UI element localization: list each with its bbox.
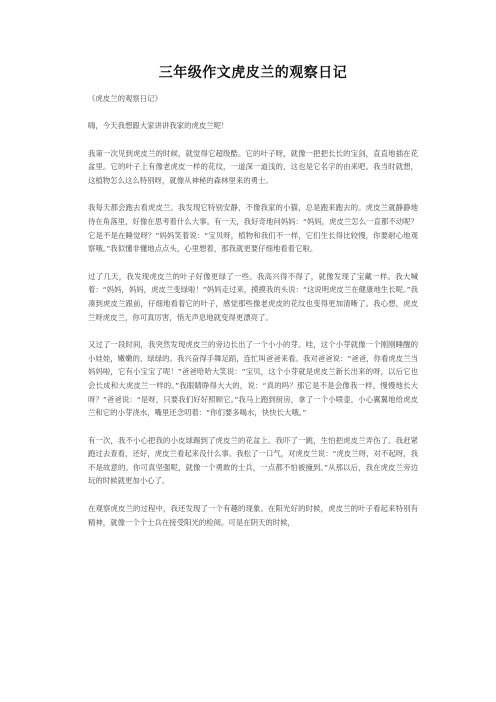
paragraph-5: 又过了一段时间，我突然发现虎皮兰的旁边长出了一个小小的芽。哇，这个小芽就像一个刚刚睡醒的小娃娃，嫩嫩的、绿绿的。我兴奋得手舞足蹈，连忙叫爸爸来看。我对爸爸说：“爸爸，你看虎皮兰当妈妈啦，它有小宝宝了呢！”爸爸哈哈大笑说：“宝贝，这个小芽就是虎皮兰新长出来的呀，以后它也会长成和大虎皮兰一样的。”我眼睛睁得大大的，说：“真的吗？那它是不是会像我一样，慢慢地长大呀？”爸爸说：“是呀，只要我们好好照顾它。”我马上跑到厨房，拿了一个小喷壶，小心翼翼地给虎皮兰和它的小芽浇水，嘴里还念叨着：“你们要多喝水，快快长大哦。” [88,340,418,418]
document-subtitle: 《虎皮兰的观察日记》 [88,94,162,103]
document-page [88,62,418,543]
paragraph-7: 在观察虎皮兰的过程中，我还发现了一个有趣的现象。在阳光好的时候，虎皮兰的叶子看起来特别有精神，就像一个个士兵在接受阳光的检阅。可是在阴天的时候， [88,504,418,527]
paragraph-3: 我每天都会跑去看虎皮兰。我发现它特别安静，不像我家的小猫，总是跑来跑去的。虎皮兰就静静地待在角落里，好像在思考着什么大事。有一天，我好奇地问妈妈：“妈妈，虎皮兰怎么一直都不动呢？它是不是在睡觉呀？”妈妈笑着说：“宝贝呀，植物和我们不一样，它们生长得比较慢，你要耐心地观察哦。”我似懂非懂地点点头，心里想着，那我就更要仔细地看着它啦。 [88,203,418,254]
paragraph-2: 我第一次见到虎皮兰的时候，就觉得它超级酷。它的叶子呀，就像一把把长长的宝剑，直直地插在花盆里。它的叶子上有像老虎皮一样的花纹，一道深一道浅的，这也是它名字的由来吧。我当时就想，这植物怎么这么特别呀，就像从神秘的森林里来的勇士。 [88,148,418,185]
paragraph-6: 有一次，我不小心把我的小皮球踢到了虎皮兰的花盆上。我吓了一跳，生怕把虎皮兰弄伤了。我赶紧跑过去查看，还好，虎皮兰看起来没什么事。我松了一口气，对虎皮兰说：“虎皮兰呀，对不起呀，我不是故意的。你可真坚强呢，就像一个勇敢的士兵，一点都不怕被撞到。”从那以后，我在虎皮兰旁边玩的时候就更加小心了。 [88,435,418,486]
paragraph-1: 嗨，今天我想跟大家讲讲我家的虎皮兰呢！ [88,121,229,130]
document-title: 三年级作文虎皮兰的观察日记 [158,65,348,81]
paragraph-4: 过了几天，我发现虎皮兰的叶子好像更绿了一些。我高兴得不得了，就像发现了宝藏一样。我大喊着：“妈妈，妈妈，虎皮兰变绿啦！”妈妈走过来，摸摸我的头说：“这说明虎皮兰在健康地生长呢。”我凑到虎皮兰跟前，仔细地看着它的叶子，感觉那些像老虎皮的花纹也变得更加清晰了。我心想，虎皮兰呀虎皮兰，你可真厉害，悄无声息地就变得更漂亮了。 [88,271,418,322]
